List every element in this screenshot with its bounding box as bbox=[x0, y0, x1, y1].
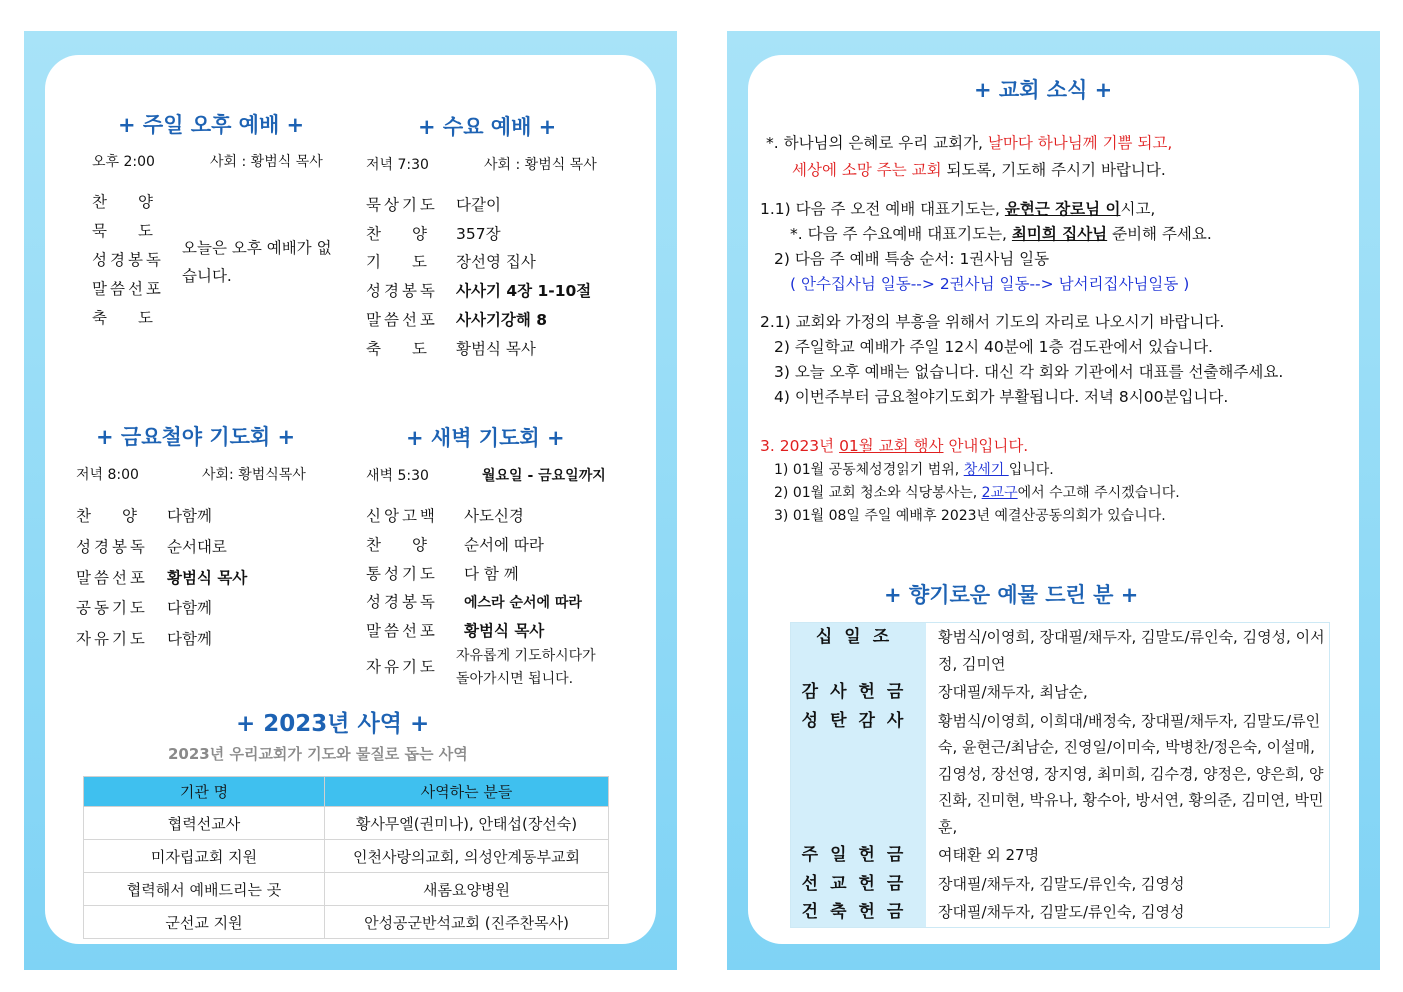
dawn-label: 자유기도 bbox=[366, 658, 438, 676]
table-cell: 새롬요양병원 bbox=[325, 873, 609, 906]
sunday-service-title: + 주일 오후 예배 + bbox=[118, 113, 305, 137]
news-item-3-3: 3) 01월 08일 주일 예배후 2023년 예결산공동의회가 있습니다. bbox=[774, 508, 1166, 524]
table-header-row bbox=[84, 777, 609, 807]
friday-value: 황범식 목사 bbox=[167, 569, 248, 587]
dawn-label: 신앙고백 bbox=[366, 507, 438, 525]
dawn-label: 말씀선포 bbox=[366, 622, 438, 640]
news-prayer-leader: 최미희 집사님 bbox=[1011, 225, 1108, 243]
friday-value: 다함께 bbox=[167, 630, 212, 648]
friday-leader: 사회: 황범식목사 bbox=[202, 467, 306, 483]
offering-row bbox=[791, 870, 1330, 899]
table-cell: 협력해서 예배드리는 곳 bbox=[84, 873, 325, 906]
offering-names: 장대필/채두자, 최남순, bbox=[938, 683, 1088, 701]
news-item-1-4: ( 안수집사님 일동--> 2권사님 일동--> 남서리집사님일동 ) bbox=[790, 275, 1190, 293]
news-item-1-2 bbox=[790, 222, 1212, 244]
news-text: *. 다음 주 수요예배 대표기도는, bbox=[790, 225, 1012, 243]
sunday-label-1: 묵 도 bbox=[92, 222, 153, 240]
news-intro-line-1 bbox=[766, 131, 1172, 153]
offering-category: 십일조 bbox=[791, 623, 927, 679]
wednesday-value: 사사기 4장 1-10절 bbox=[456, 282, 592, 300]
dawn-value-cont: 돌아가시면 됩니다. bbox=[456, 671, 574, 687]
news-text: 1) 01월 공동체성경읽기 범위, bbox=[774, 462, 964, 478]
friday-label: 자유기도 bbox=[76, 630, 148, 648]
wednesday-time: 저녁 7:30 bbox=[366, 157, 429, 173]
news-item-2-3: 3) 오늘 오후 예배는 없습니다. 대신 각 회와 기관에서 대표를 선출해주세요. bbox=[774, 363, 1284, 381]
ministry-subtitle: 2023년 우리교회가 기도와 물질로 돕는 사역 bbox=[168, 745, 468, 763]
wednesday-value: 357장 bbox=[456, 225, 501, 243]
dawn-prayer-title: + 새벽 기도회 + bbox=[406, 426, 565, 450]
table-cell: 황사무엘(권미나), 안태섭(장선숙) bbox=[325, 807, 609, 840]
friday-value: 순서대로 bbox=[167, 538, 227, 556]
offering-row bbox=[791, 623, 1330, 679]
friday-value: 다함께 bbox=[167, 507, 212, 525]
wednesday-label: 기 도 bbox=[366, 253, 427, 271]
wednesday-value: 장선영 집사 bbox=[456, 253, 536, 271]
dawn-value: 황범식 목사 bbox=[464, 622, 545, 640]
news-reading-range: 창세기 bbox=[963, 462, 1009, 478]
table-header: 기관 명 bbox=[84, 777, 325, 807]
offering-names: 황범식/이영희, 이희대/배정숙, 장대필/채두자, 김말도/류인숙, 윤현근/최남순, 진영일/이미숙, 박병찬/정은숙, 이설매, 김영성, 장선영, 장지영, 최미희, 김수경, 양정은, 양은희, 양진화, 진미현, 박유나, 황수아, 방서연, 황의준, 김미연, 박민훈, bbox=[938, 711, 1324, 836]
news-item-2-2: 2) 주일학교 예배가 주일 12시 40분에 1층 검도관에서 있습니다. bbox=[774, 338, 1213, 356]
news-text: 2) 01월 교회 청소와 식당봉사는, bbox=[774, 485, 982, 501]
news-text: 안내입니다. bbox=[943, 437, 1029, 455]
news-district: 2교구 bbox=[981, 485, 1018, 501]
offering-row bbox=[791, 707, 1330, 842]
wednesday-label: 찬 양 bbox=[366, 225, 427, 243]
offering-category: 성탄감사 bbox=[791, 707, 927, 842]
table-row bbox=[84, 906, 609, 939]
sunday-leader: 사회 : 황범식 목사 bbox=[210, 154, 323, 170]
news-item-3-2 bbox=[774, 482, 1180, 502]
news-highlight: 세상에 소망 주는 교회 bbox=[792, 161, 942, 179]
dawn-label: 통성기도 bbox=[366, 565, 438, 583]
offering-category: 감사헌금 bbox=[791, 678, 927, 707]
news-item-3-1 bbox=[774, 459, 1054, 479]
ministry-title: + 2023년 사역 + bbox=[236, 711, 430, 737]
news-text: 3. 2023년 bbox=[760, 437, 840, 455]
dawn-days: 월요일 - 금요일까지 bbox=[482, 468, 606, 484]
offering-names: 황범식/이영희, 장대필/채두자, 김말도/류인숙, 김영성, 이서정, 김미연 bbox=[938, 628, 1325, 673]
sunday-label-0: 찬 양 bbox=[92, 193, 153, 211]
news-text: 1.1) 다음 주 오전 예배 대표기도는, bbox=[760, 200, 1005, 218]
wednesday-label: 묵상기도 bbox=[366, 196, 438, 214]
wednesday-label: 축 도 bbox=[366, 340, 427, 358]
table-cell: 안성공군반석교회 (진주찬목사) bbox=[325, 906, 609, 939]
table-row bbox=[84, 807, 609, 840]
friday-label: 공동기도 bbox=[76, 599, 148, 617]
news-text: 입니다. bbox=[1008, 462, 1054, 478]
news-event-month: 01월 교회 행사 bbox=[839, 437, 944, 455]
wednesday-leader: 사회 : 황범식 목사 bbox=[484, 157, 597, 173]
news-item-2-4: 4) 이번주부터 금요철야기도회가 부활됩니다. 저녁 8시00분입니다. bbox=[774, 388, 1229, 406]
news-text: 에서 수고해 주시겠습니다. bbox=[1017, 485, 1180, 501]
news-text: 준비해 주세요. bbox=[1107, 225, 1212, 243]
offering-row bbox=[791, 841, 1330, 870]
dawn-value: 다 함 께 bbox=[464, 565, 519, 583]
friday-time: 저녁 8:00 bbox=[76, 467, 139, 483]
offering-row bbox=[791, 898, 1330, 927]
wednesday-service-title: + 수요 예배 + bbox=[418, 115, 557, 139]
dawn-label: 찬 양 bbox=[366, 536, 427, 554]
offering-title: + 향기로운 예물 드린 분 + bbox=[884, 583, 1139, 607]
sunday-label-2: 성경봉독 bbox=[92, 251, 164, 269]
wednesday-label: 말씀선포 bbox=[366, 311, 438, 329]
offering-names: 장대필/채두자, 김말도/류인숙, 김영성 bbox=[938, 903, 1185, 921]
dawn-value: 순서에 따라 bbox=[464, 536, 544, 554]
table-cell: 미자립교회 지원 bbox=[84, 840, 325, 873]
dawn-time: 새벽 5:30 bbox=[366, 468, 429, 484]
offering-names: 여태환 외 27명 bbox=[938, 846, 1040, 864]
wednesday-value: 사사기강해 8 bbox=[456, 311, 548, 329]
sunday-time: 오후 2:00 bbox=[92, 154, 155, 170]
news-text: *. 하나님의 은혜로 우리 교회가, bbox=[766, 134, 988, 152]
table-row bbox=[84, 873, 609, 906]
table-header: 사역하는 분들 bbox=[325, 777, 609, 807]
wednesday-value: 다같이 bbox=[456, 196, 501, 214]
sunday-note: 오늘은 오후 예배가 없습니다. bbox=[182, 239, 332, 285]
church-news-title: + 교회 소식 + bbox=[974, 78, 1113, 102]
table-cell: 군선교 지원 bbox=[84, 906, 325, 939]
table-row bbox=[84, 840, 609, 873]
dawn-label: 성경봉독 bbox=[366, 593, 438, 611]
dawn-value: 사도신경 bbox=[464, 507, 524, 525]
news-highlight: 날마다 하나님께 기쁨 되고, bbox=[987, 134, 1173, 152]
news-item-3-title bbox=[760, 434, 1028, 456]
offering-names: 장대필/채두자, 김말도/류인숙, 김영성 bbox=[938, 874, 1185, 893]
sunday-label-4: 축 도 bbox=[92, 309, 153, 327]
news-text: 시고, bbox=[1120, 200, 1156, 218]
ministry-table bbox=[83, 776, 609, 939]
news-intro-line-2 bbox=[792, 158, 1166, 180]
news-text: 되도록, 기도해 주시기 바랍니다. bbox=[941, 161, 1166, 179]
news-item-2-1: 2.1) 교회와 가정의 부흥을 위해서 기도의 자리로 나오시기 바랍니다. bbox=[760, 313, 1225, 331]
news-item-1-3: 2) 다음 주 예배 특송 순서: 1권사님 일동 bbox=[774, 250, 1050, 268]
offering-category: 건축헌금 bbox=[791, 898, 927, 927]
news-item-1-1 bbox=[760, 197, 1155, 219]
friday-label: 성경봉독 bbox=[76, 538, 148, 556]
friday-label: 말씀선포 bbox=[76, 569, 148, 587]
friday-value: 다함께 bbox=[167, 599, 212, 617]
wednesday-value: 황범식 목사 bbox=[456, 340, 536, 358]
friday-label: 찬 양 bbox=[76, 507, 137, 525]
friday-prayer-title: + 금요철야 기도회 + bbox=[96, 425, 296, 449]
offering-category: 선교헌금 bbox=[791, 870, 927, 899]
news-prayer-leader: 윤현근 장로님 이 bbox=[1004, 200, 1121, 218]
wednesday-label: 성경봉독 bbox=[366, 282, 438, 300]
offering-table bbox=[790, 622, 1330, 928]
dawn-value: 자유롭게 기도하시다가 bbox=[456, 648, 596, 664]
table-cell: 협력선교사 bbox=[84, 807, 325, 840]
table-cell: 인천사랑의교회, 의성안계동부교회 bbox=[325, 840, 609, 873]
sunday-label-3: 말씀선포 bbox=[92, 280, 164, 298]
offering-row bbox=[791, 678, 1330, 707]
dawn-value: 에스라 순서에 따라 bbox=[464, 595, 582, 611]
offering-category: 주일헌금 bbox=[791, 841, 927, 870]
